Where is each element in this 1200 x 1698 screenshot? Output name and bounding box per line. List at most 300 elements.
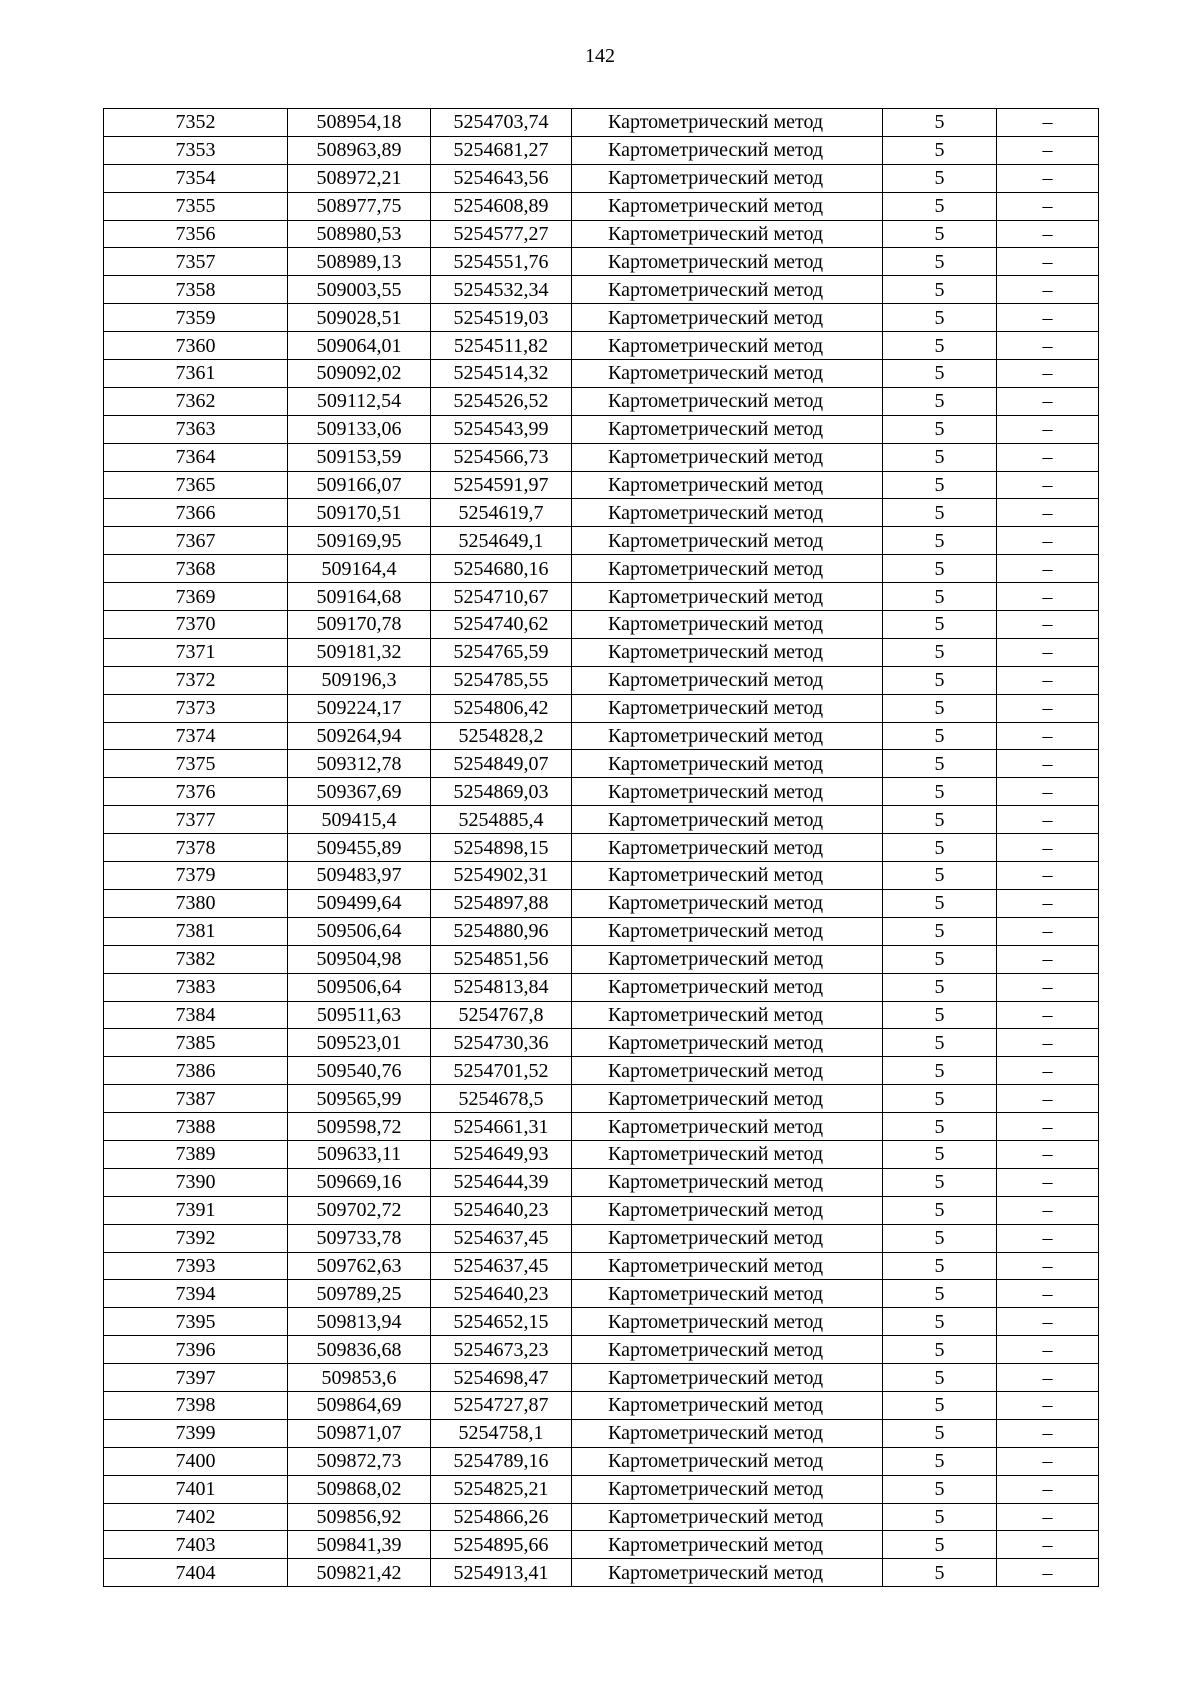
x-coordinate-cell: 509169,95 <box>288 527 431 555</box>
accuracy-cell: 5 <box>883 973 997 1001</box>
x-coordinate-cell: 509112,54 <box>288 387 431 415</box>
point-number-cell: 7362 <box>104 387 288 415</box>
point-number-cell: 7397 <box>104 1364 288 1392</box>
table-row <box>104 583 1099 611</box>
method-cell: Картометрический метод <box>572 1364 883 1392</box>
y-coordinate-cell: 5254866,26 <box>431 1503 572 1531</box>
y-coordinate-cell: 5254514,32 <box>431 360 572 388</box>
y-coordinate-cell: 5254701,52 <box>431 1057 572 1085</box>
note-cell: – <box>997 750 1099 778</box>
x-coordinate-cell: 509170,78 <box>288 611 431 639</box>
coordinates-table <box>103 108 1099 1587</box>
accuracy-cell: 5 <box>883 248 997 276</box>
y-coordinate-cell: 5254681,27 <box>431 136 572 164</box>
x-coordinate-cell: 509312,78 <box>288 750 431 778</box>
point-number-cell: 7385 <box>104 1029 288 1057</box>
method-cell: Картометрический метод <box>572 387 883 415</box>
x-coordinate-cell: 509523,01 <box>288 1029 431 1057</box>
y-coordinate-cell: 5254902,31 <box>431 862 572 890</box>
point-number-cell: 7395 <box>104 1308 288 1336</box>
note-cell: – <box>997 1531 1099 1559</box>
note-cell: – <box>997 555 1099 583</box>
table-row <box>104 1168 1099 1196</box>
method-cell: Картометрический метод <box>572 917 883 945</box>
point-number-cell: 7373 <box>104 694 288 722</box>
y-coordinate-cell: 5254608,89 <box>431 192 572 220</box>
y-coordinate-cell: 5254806,42 <box>431 694 572 722</box>
y-coordinate-cell: 5254637,45 <box>431 1252 572 1280</box>
method-cell: Картометрический метод <box>572 666 883 694</box>
note-cell: – <box>997 1085 1099 1113</box>
point-number-cell: 7369 <box>104 583 288 611</box>
method-cell: Картометрический метод <box>572 248 883 276</box>
x-coordinate-cell: 509483,97 <box>288 862 431 890</box>
method-cell: Картометрический метод <box>572 722 883 750</box>
y-coordinate-cell: 5254730,36 <box>431 1029 572 1057</box>
x-coordinate-cell: 509224,17 <box>288 694 431 722</box>
y-coordinate-cell: 5254644,39 <box>431 1168 572 1196</box>
note-cell: – <box>997 499 1099 527</box>
x-coordinate-cell: 509003,55 <box>288 276 431 304</box>
accuracy-cell: 5 <box>883 1113 997 1141</box>
table-row <box>104 1029 1099 1057</box>
table-row <box>104 332 1099 360</box>
note-cell: – <box>997 1391 1099 1419</box>
accuracy-cell: 5 <box>883 360 997 388</box>
accuracy-cell: 5 <box>883 304 997 332</box>
method-cell: Картометрический метод <box>572 862 883 890</box>
x-coordinate-cell: 509540,76 <box>288 1057 431 1085</box>
method-cell: Картометрический метод <box>572 1308 883 1336</box>
method-cell: Картометрический метод <box>572 1336 883 1364</box>
y-coordinate-cell: 5254637,45 <box>431 1224 572 1252</box>
note-cell: – <box>997 192 1099 220</box>
method-cell: Картометрический метод <box>572 694 883 722</box>
point-number-cell: 7359 <box>104 304 288 332</box>
x-coordinate-cell: 508980,53 <box>288 220 431 248</box>
note-cell: – <box>997 276 1099 304</box>
point-number-cell: 7372 <box>104 666 288 694</box>
method-cell: Картометрический метод <box>572 555 883 583</box>
method-cell: Картометрический метод <box>572 1391 883 1419</box>
method-cell: Картометрический метод <box>572 1140 883 1168</box>
method-cell: Картометрический метод <box>572 1001 883 1029</box>
method-cell: Картометрический метод <box>572 527 883 555</box>
x-coordinate-cell: 509813,94 <box>288 1308 431 1336</box>
method-cell: Картометрический метод <box>572 611 883 639</box>
note-cell: – <box>997 1475 1099 1503</box>
y-coordinate-cell: 5254885,4 <box>431 806 572 834</box>
point-number-cell: 7366 <box>104 499 288 527</box>
accuracy-cell: 5 <box>883 1140 997 1168</box>
x-coordinate-cell: 509133,06 <box>288 415 431 443</box>
table-row <box>104 1475 1099 1503</box>
point-number-cell: 7387 <box>104 1085 288 1113</box>
table-row <box>104 694 1099 722</box>
note-cell: – <box>997 1140 1099 1168</box>
x-coordinate-cell: 509821,42 <box>288 1559 431 1587</box>
accuracy-cell: 5 <box>883 1252 997 1280</box>
accuracy-cell: 5 <box>883 806 997 834</box>
table-row <box>104 471 1099 499</box>
point-number-cell: 7384 <box>104 1001 288 1029</box>
y-coordinate-cell: 5254851,56 <box>431 945 572 973</box>
method-cell: Картометрический метод <box>572 973 883 1001</box>
y-coordinate-cell: 5254519,03 <box>431 304 572 332</box>
note-cell: – <box>997 1280 1099 1308</box>
y-coordinate-cell: 5254727,87 <box>431 1391 572 1419</box>
x-coordinate-cell: 509170,51 <box>288 499 431 527</box>
y-coordinate-cell: 5254813,84 <box>431 973 572 1001</box>
y-coordinate-cell: 5254740,62 <box>431 611 572 639</box>
table-row <box>104 1085 1099 1113</box>
point-number-cell: 7390 <box>104 1168 288 1196</box>
y-coordinate-cell: 5254913,41 <box>431 1559 572 1587</box>
accuracy-cell: 5 <box>883 1419 997 1447</box>
accuracy-cell: 5 <box>883 471 997 499</box>
table-row <box>104 1364 1099 1392</box>
point-number-cell: 7379 <box>104 862 288 890</box>
note-cell: – <box>997 611 1099 639</box>
note-cell: – <box>997 1113 1099 1141</box>
y-coordinate-cell: 5254698,47 <box>431 1364 572 1392</box>
accuracy-cell: 5 <box>883 611 997 639</box>
y-coordinate-cell: 5254897,88 <box>431 889 572 917</box>
note-cell: – <box>997 666 1099 694</box>
method-cell: Картометрический метод <box>572 583 883 611</box>
table-row <box>104 1196 1099 1224</box>
accuracy-cell: 5 <box>883 1280 997 1308</box>
accuracy-cell: 5 <box>883 1503 997 1531</box>
table-row <box>104 1057 1099 1085</box>
y-coordinate-cell: 5254640,23 <box>431 1280 572 1308</box>
point-number-cell: 7398 <box>104 1391 288 1419</box>
accuracy-cell: 5 <box>883 415 997 443</box>
table-row <box>104 1252 1099 1280</box>
table-row <box>104 806 1099 834</box>
note-cell: – <box>997 220 1099 248</box>
x-coordinate-cell: 509633,11 <box>288 1140 431 1168</box>
table-row <box>104 1391 1099 1419</box>
method-cell: Картометрический метод <box>572 109 883 137</box>
y-coordinate-cell: 5254703,74 <box>431 109 572 137</box>
x-coordinate-cell: 509841,39 <box>288 1531 431 1559</box>
table-row <box>104 304 1099 332</box>
y-coordinate-cell: 5254758,1 <box>431 1419 572 1447</box>
method-cell: Картометрический метод <box>572 499 883 527</box>
accuracy-cell: 5 <box>883 694 997 722</box>
note-cell: – <box>997 360 1099 388</box>
note-cell: – <box>997 1001 1099 1029</box>
point-number-cell: 7393 <box>104 1252 288 1280</box>
accuracy-cell: 5 <box>883 1196 997 1224</box>
accuracy-cell: 5 <box>883 192 997 220</box>
table-row <box>104 109 1099 137</box>
accuracy-cell: 5 <box>883 1057 997 1085</box>
point-number-cell: 7381 <box>104 917 288 945</box>
x-coordinate-cell: 509506,64 <box>288 917 431 945</box>
method-cell: Картометрический метод <box>572 750 883 778</box>
x-coordinate-cell: 509789,25 <box>288 1280 431 1308</box>
method-cell: Картометрический метод <box>572 778 883 806</box>
note-cell: – <box>997 471 1099 499</box>
table-row <box>104 1280 1099 1308</box>
x-coordinate-cell: 509367,69 <box>288 778 431 806</box>
table-row <box>104 1140 1099 1168</box>
accuracy-cell: 5 <box>883 1168 997 1196</box>
table-row <box>104 192 1099 220</box>
y-coordinate-cell: 5254652,15 <box>431 1308 572 1336</box>
x-coordinate-cell: 508977,75 <box>288 192 431 220</box>
table-row <box>104 889 1099 917</box>
method-cell: Картометрический метод <box>572 136 883 164</box>
point-number-cell: 7357 <box>104 248 288 276</box>
method-cell: Картометрический метод <box>572 164 883 192</box>
point-number-cell: 7392 <box>104 1224 288 1252</box>
table-row <box>104 1336 1099 1364</box>
accuracy-cell: 5 <box>883 638 997 666</box>
y-coordinate-cell: 5254566,73 <box>431 443 572 471</box>
table-row <box>104 360 1099 388</box>
y-coordinate-cell: 5254828,2 <box>431 722 572 750</box>
accuracy-cell: 5 <box>883 1364 997 1392</box>
table-row <box>104 164 1099 192</box>
method-cell: Картометрический метод <box>572 332 883 360</box>
point-number-cell: 7380 <box>104 889 288 917</box>
note-cell: – <box>997 945 1099 973</box>
x-coordinate-cell: 509028,51 <box>288 304 431 332</box>
method-cell: Картометрический метод <box>572 276 883 304</box>
x-coordinate-cell: 509762,63 <box>288 1252 431 1280</box>
y-coordinate-cell: 5254880,96 <box>431 917 572 945</box>
note-cell: – <box>997 1252 1099 1280</box>
table-row <box>104 722 1099 750</box>
y-coordinate-cell: 5254543,99 <box>431 415 572 443</box>
x-coordinate-cell: 509856,92 <box>288 1503 431 1531</box>
accuracy-cell: 5 <box>883 1308 997 1336</box>
note-cell: – <box>997 694 1099 722</box>
y-coordinate-cell: 5254789,16 <box>431 1447 572 1475</box>
method-cell: Картометрический метод <box>572 1196 883 1224</box>
x-coordinate-cell: 509836,68 <box>288 1336 431 1364</box>
table-row <box>104 750 1099 778</box>
point-number-cell: 7355 <box>104 192 288 220</box>
x-coordinate-cell: 509853,6 <box>288 1364 431 1392</box>
method-cell: Картометрический метод <box>572 806 883 834</box>
y-coordinate-cell: 5254649,1 <box>431 527 572 555</box>
note-cell: – <box>997 109 1099 137</box>
accuracy-cell: 5 <box>883 164 997 192</box>
accuracy-cell: 5 <box>883 917 997 945</box>
method-cell: Картометрический метод <box>572 1447 883 1475</box>
table-row <box>104 1447 1099 1475</box>
y-coordinate-cell: 5254895,66 <box>431 1531 572 1559</box>
point-number-cell: 7382 <box>104 945 288 973</box>
x-coordinate-cell: 509181,32 <box>288 638 431 666</box>
accuracy-cell: 5 <box>883 778 997 806</box>
accuracy-cell: 5 <box>883 1336 997 1364</box>
table-row <box>104 666 1099 694</box>
note-cell: – <box>997 889 1099 917</box>
point-number-cell: 7353 <box>104 136 288 164</box>
note-cell: – <box>997 248 1099 276</box>
method-cell: Картометрический метод <box>572 834 883 862</box>
x-coordinate-cell: 509511,63 <box>288 1001 431 1029</box>
point-number-cell: 7377 <box>104 806 288 834</box>
note-cell: – <box>997 806 1099 834</box>
table-row <box>104 527 1099 555</box>
x-coordinate-cell: 509064,01 <box>288 332 431 360</box>
table-row <box>104 1001 1099 1029</box>
point-number-cell: 7388 <box>104 1113 288 1141</box>
table-row <box>104 555 1099 583</box>
accuracy-cell: 5 <box>883 1001 997 1029</box>
y-coordinate-cell: 5254765,59 <box>431 638 572 666</box>
note-cell: – <box>997 1029 1099 1057</box>
x-coordinate-cell: 509565,99 <box>288 1085 431 1113</box>
note-cell: – <box>997 862 1099 890</box>
y-coordinate-cell: 5254532,34 <box>431 276 572 304</box>
x-coordinate-cell: 509164,4 <box>288 555 431 583</box>
table-row <box>104 499 1099 527</box>
note-cell: – <box>997 1336 1099 1364</box>
page-number: 142 <box>585 45 615 67</box>
method-cell: Картометрический метод <box>572 192 883 220</box>
y-coordinate-cell: 5254678,5 <box>431 1085 572 1113</box>
x-coordinate-cell: 509506,64 <box>288 973 431 1001</box>
note-cell: – <box>997 136 1099 164</box>
point-number-cell: 7356 <box>104 220 288 248</box>
y-coordinate-cell: 5254619,7 <box>431 499 572 527</box>
point-number-cell: 7401 <box>104 1475 288 1503</box>
note-cell: – <box>997 917 1099 945</box>
accuracy-cell: 5 <box>883 332 997 360</box>
accuracy-cell: 5 <box>883 1559 997 1587</box>
point-number-cell: 7400 <box>104 1447 288 1475</box>
y-coordinate-cell: 5254785,55 <box>431 666 572 694</box>
table-row <box>104 276 1099 304</box>
x-coordinate-cell: 508963,89 <box>288 136 431 164</box>
y-coordinate-cell: 5254649,93 <box>431 1140 572 1168</box>
note-cell: – <box>997 527 1099 555</box>
x-coordinate-cell: 509598,72 <box>288 1113 431 1141</box>
point-number-cell: 7358 <box>104 276 288 304</box>
table-row <box>104 415 1099 443</box>
accuracy-cell: 5 <box>883 443 997 471</box>
point-number-cell: 7394 <box>104 1280 288 1308</box>
table-row <box>104 945 1099 973</box>
note-cell: – <box>997 1168 1099 1196</box>
accuracy-cell: 5 <box>883 1531 997 1559</box>
note-cell: – <box>997 304 1099 332</box>
table-row <box>104 778 1099 806</box>
point-number-cell: 7352 <box>104 109 288 137</box>
point-number-cell: 7360 <box>104 332 288 360</box>
x-coordinate-cell: 509872,73 <box>288 1447 431 1475</box>
x-coordinate-cell: 509415,4 <box>288 806 431 834</box>
y-coordinate-cell: 5254661,31 <box>431 1113 572 1141</box>
accuracy-cell: 5 <box>883 834 997 862</box>
y-coordinate-cell: 5254898,15 <box>431 834 572 862</box>
note-cell: – <box>997 583 1099 611</box>
note-cell: – <box>997 387 1099 415</box>
method-cell: Картометрический метод <box>572 1085 883 1113</box>
table-row <box>104 1531 1099 1559</box>
method-cell: Картометрический метод <box>572 945 883 973</box>
accuracy-cell: 5 <box>883 1224 997 1252</box>
note-cell: – <box>997 638 1099 666</box>
x-coordinate-cell: 509166,07 <box>288 471 431 499</box>
method-cell: Картометрический метод <box>572 1531 883 1559</box>
accuracy-cell: 5 <box>883 862 997 890</box>
point-number-cell: 7376 <box>104 778 288 806</box>
table-row <box>104 1419 1099 1447</box>
x-coordinate-cell: 509868,02 <box>288 1475 431 1503</box>
point-number-cell: 7367 <box>104 527 288 555</box>
y-coordinate-cell: 5254849,07 <box>431 750 572 778</box>
note-cell: – <box>997 415 1099 443</box>
method-cell: Картометрический метод <box>572 360 883 388</box>
accuracy-cell: 5 <box>883 527 997 555</box>
method-cell: Картометрический метод <box>572 304 883 332</box>
y-coordinate-cell: 5254640,23 <box>431 1196 572 1224</box>
x-coordinate-cell: 509504,98 <box>288 945 431 973</box>
point-number-cell: 7364 <box>104 443 288 471</box>
x-coordinate-cell: 509164,68 <box>288 583 431 611</box>
point-number-cell: 7386 <box>104 1057 288 1085</box>
method-cell: Картометрический метод <box>572 1559 883 1587</box>
note-cell: – <box>997 1559 1099 1587</box>
y-coordinate-cell: 5254710,67 <box>431 583 572 611</box>
note-cell: – <box>997 1057 1099 1085</box>
table-row <box>104 443 1099 471</box>
accuracy-cell: 5 <box>883 555 997 583</box>
accuracy-cell: 5 <box>883 583 997 611</box>
y-coordinate-cell: 5254577,27 <box>431 220 572 248</box>
point-number-cell: 7368 <box>104 555 288 583</box>
point-number-cell: 7361 <box>104 360 288 388</box>
point-number-cell: 7404 <box>104 1559 288 1587</box>
x-coordinate-cell: 509499,64 <box>288 889 431 917</box>
coordinates-table-body <box>104 109 1099 1587</box>
x-coordinate-cell: 509733,78 <box>288 1224 431 1252</box>
accuracy-cell: 5 <box>883 220 997 248</box>
x-coordinate-cell: 509264,94 <box>288 722 431 750</box>
accuracy-cell: 5 <box>883 387 997 415</box>
method-cell: Картометрический метод <box>572 220 883 248</box>
table-row <box>104 136 1099 164</box>
x-coordinate-cell: 509196,3 <box>288 666 431 694</box>
accuracy-cell: 5 <box>883 276 997 304</box>
accuracy-cell: 5 <box>883 1085 997 1113</box>
point-number-cell: 7365 <box>104 471 288 499</box>
accuracy-cell: 5 <box>883 1475 997 1503</box>
y-coordinate-cell: 5254673,23 <box>431 1336 572 1364</box>
x-coordinate-cell: 509669,16 <box>288 1168 431 1196</box>
x-coordinate-cell: 509871,07 <box>288 1419 431 1447</box>
x-coordinate-cell: 509455,89 <box>288 834 431 862</box>
accuracy-cell: 5 <box>883 666 997 694</box>
x-coordinate-cell: 509092,02 <box>288 360 431 388</box>
note-cell: – <box>997 834 1099 862</box>
y-coordinate-cell: 5254767,8 <box>431 1001 572 1029</box>
table-row <box>104 611 1099 639</box>
table-row <box>104 862 1099 890</box>
point-number-cell: 7389 <box>104 1140 288 1168</box>
method-cell: Картометрический метод <box>572 889 883 917</box>
method-cell: Картометрический метод <box>572 415 883 443</box>
note-cell: – <box>997 164 1099 192</box>
